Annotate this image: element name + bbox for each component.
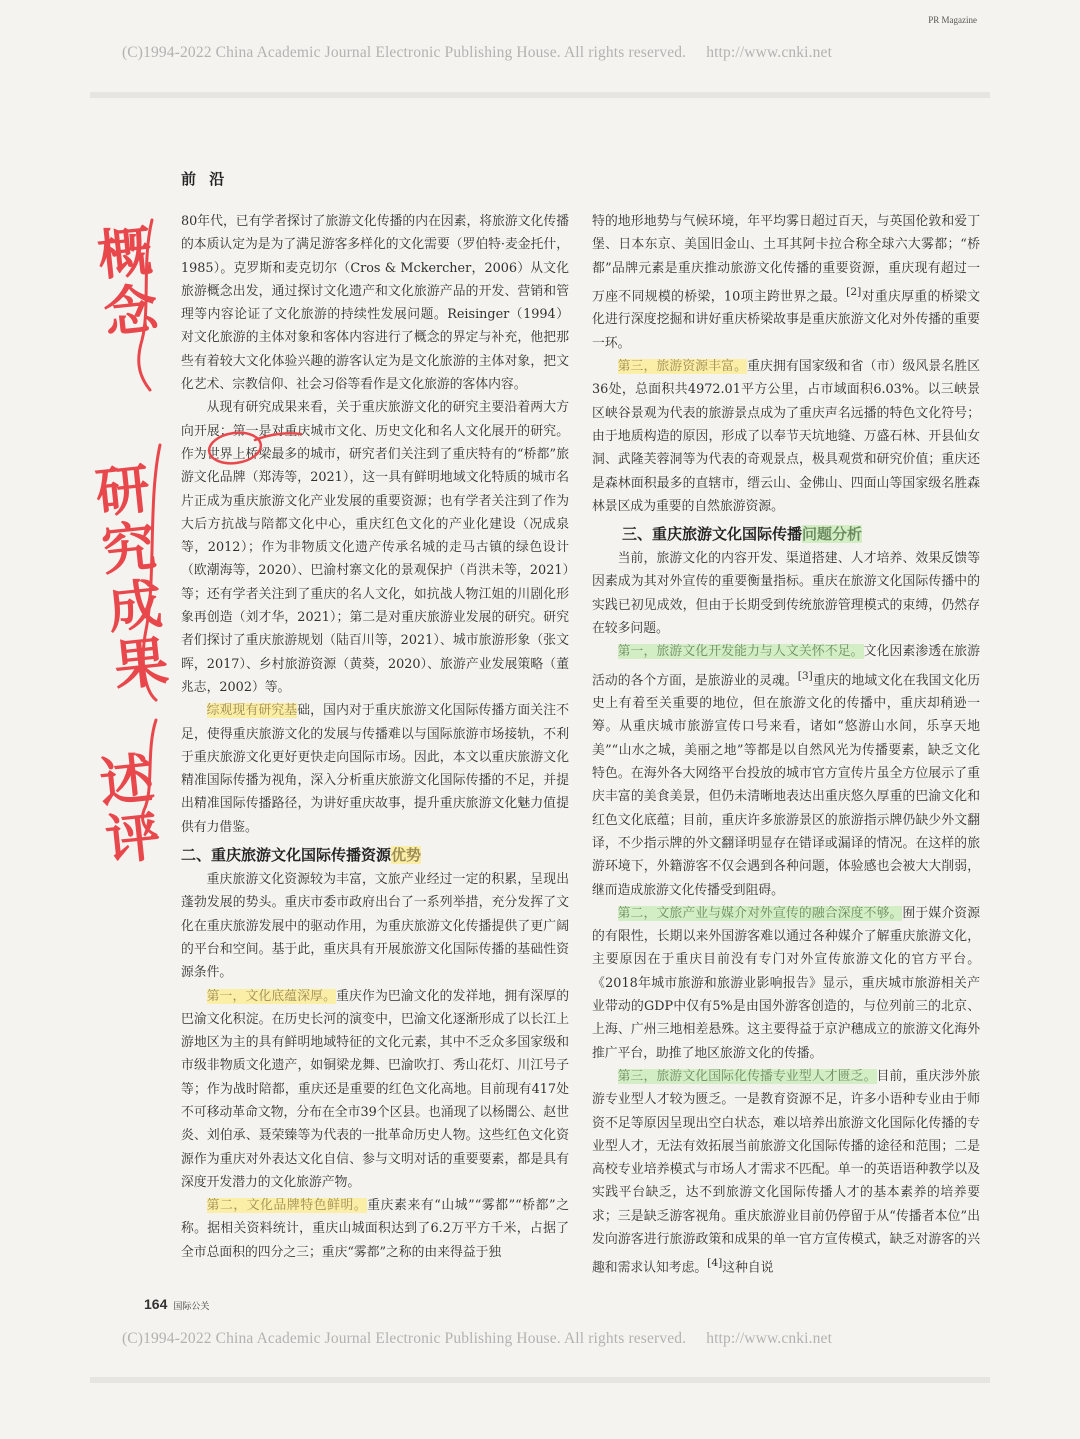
paragraph-text: 文化因素渗透在旅游活动的各个方面，是旅游业的灵魂。 bbox=[592, 644, 981, 688]
paragraph bbox=[592, 355, 980, 518]
highlight: 第二，文旅产业与媒介对外宣传的融合深度不够。 bbox=[617, 905, 903, 921]
paragraph bbox=[592, 1065, 980, 1280]
section-heading bbox=[181, 844, 569, 866]
paragraph bbox=[181, 699, 569, 839]
highlight: 第三，旅游资源丰富。 bbox=[617, 359, 748, 375]
paragraph-text: 重庆的地域文化在我国文化历史上有着至关重要的地位，但在旅游文化的传播中，重庆却稍逊一筹。从重庆城市旅游宣传口号来看，诸如“悠游山水间，乐享天地美”“山水之城，美丽之地”等都是以自然风光为传播要素，缺乏文化特色。在海外各大网络平台投放的城市官方宣传片虽全方位展示了重庆丰富的美食美景，但仍未清晰地表达出重庆悠久厚重的巴渝文化和红色文化底蕴；目前，重庆许多旅游景区的旅游指示牌仍缺少外文翻译，不少指示牌的外文翻译明显存在错译或漏译的情况。在这样的旅游环境下，外籍游客不仅会遇到各种问题，体验感也会被大大削弱，继而造成旅游文化传播受到阻碍。 bbox=[592, 672, 981, 898]
paragraph: 80年代，已有学者探讨了旅游文化传播的内在因素，将旅游文化传播的本质认定为是为了满足游客多样化的文化需要（罗伯特·麦金托什，1985）。克罗斯和麦克切尔（Cros & Mckercher，2006）从文化旅游概念出发，通过探讨文化遗产和文化旅游产品的开发、营销和管理等内容论证了文化旅游的持续性发展问题。Reisinger（1994）对文化旅游的主体对象和客体内容进行了概念的界定与补充，他把那些有着较大文化体验兴趣的游客认定为是文化旅游的主体对象，把文化艺术、宗教信仰、社会习俗等看作是文化旅游的客体内容。 bbox=[181, 214, 569, 393]
page-number: 164 bbox=[144, 1296, 168, 1312]
section-heading bbox=[622, 523, 980, 545]
magazine-label: PR Magazine bbox=[928, 15, 977, 25]
highlight: 优势 bbox=[391, 846, 422, 865]
paragraph bbox=[592, 210, 980, 355]
paragraph: 当前，旅游文化的内容开发、渠道搭建、人才培养、效果反馈等因素成为其对外宣传的重要衡量指标。重庆在旅游文化国际传播中的实践已初见成效，但由于长期受到传统旅游管理模式的束缚，仍然存在较多问题。 bbox=[592, 551, 980, 637]
header-divider bbox=[90, 92, 990, 98]
footer-divider bbox=[90, 1377, 990, 1383]
paragraph: 重庆旅游文化资源较为丰富，文旅产业经过一定的积累，呈现出蓬勃发展的势头。重庆市委市政府出台了一系列举措，充分发挥了文化在重庆旅游发展中的驱动作用，为重庆旅游文化传播提供了更广阔的平台和空间。基于此，重庆具有开展旅游文化国际传播的基础性资源条件。 bbox=[181, 872, 569, 981]
handwritten-note: 研 究 成 果 bbox=[92, 456, 172, 699]
journal-name: 国际公关 bbox=[173, 1302, 210, 1312]
paragraph bbox=[592, 902, 980, 1065]
paragraph-text: 础，国内对于重庆旅游文化国际传播方面关注不足，使得重庆旅游文化的发展与传播难以与国际旅游市场接轨，不利于重庆旅游文化更好更快走向国际市场。因此，本文以重庆旅游文化精准国际传播为视角，深入分析重庆旅游文化国际传播的不足，并提出精准国际传播路径，为讲好重庆故事，提升重庆旅游文化魅力值提供有力借鉴。 bbox=[181, 703, 570, 835]
copyright-header bbox=[122, 44, 832, 62]
citation: [3] bbox=[797, 668, 813, 682]
paragraph-text: 重庆作为巴渝文化的发祥地，拥有深厚的巴渝文化积淀。在历史长河的演变中，巴渝文化逐渐形成了以长江上游地区为主的具有鲜明地域特征的文化元素，其中不乏众多国家级和市级非物质文化遗产，如铜梁龙舞、巴渝吹打、秀山花灯、川江号子等；作为战时陪都，重庆还是重要的红色文化高地。目前现有417处不可移动革命文物，分布在全市39个区县。也涌现了以杨闇公、赵世炎、刘伯承、聂荣臻等为代表的一批革命历史人物。这些红色文化资源作为重庆对外表达文化自信、参与文明对话的重要要素，都是具有深度开发潜力的文化旅游产物。 bbox=[181, 988, 570, 1190]
paragraph-text: 对重庆厚重的桥梁文化进行深度挖掘和讲好重庆桥梁故事是重庆旅游文化对外传播的重要一环。 bbox=[592, 289, 980, 351]
copyright-text: (C)1994-2022 China Academic Journal Electronic Publishing House. All rights reserved. bbox=[122, 44, 687, 61]
handwritten-note: 述 评 bbox=[96, 746, 164, 873]
page-footer bbox=[144, 1296, 209, 1313]
citation: [4] bbox=[707, 1256, 723, 1270]
paragraph-text: 囿于媒介资源的有限性，长期以来外国游客难以通过各种媒介了解重庆旅游文化，主要原因在于重庆目前没有专门对外宣传旅游文化的官方平台。《2018年城市旅游和旅游业影响报告》显示，重庆城市旅游相关产业带动的GDP中仅有5%是由国外游客创造的，与位列前三的北京、上海、广州三地相差悬殊。这主要得益于京沪穗成立的旅游文化海外推广平台，助推了地区旅游文化的传播。 bbox=[592, 905, 981, 1061]
highlight: 第三，旅游文化国际化传播专业型人才匮乏。 bbox=[617, 1068, 877, 1084]
circle-annotation bbox=[195, 420, 305, 470]
paragraph-text: 重庆素来有“山城”“雾都”“桥都”之称。据相关资料统计，重庆山城面积达到了6.2万平方千米，占据了全市总面积的四分之三；重庆“雾都”之称的由来得益于独 bbox=[181, 1198, 569, 1260]
paragraph-text: 目前，重庆涉外旅游专业型人才较为匮乏。一是教育资源不足，许多小语种专业由于师资不足等原因呈现出空白状态，难以培养出旅游文化国际化传播的专业型人才，无法有效拓展当前旅游文化国际传播的途径和范围；二是高校专业培养模式与市场人才需求不匹配。单一的英语语种教学以及实践平台缺乏，达不到旅游文化国际传播人才的基本素养的培养要求；三是缺乏游客视角。重庆旅游业目前仍停留于从“传播者本位”出发向游客进行旅游政策和成果的单一官方宣传模式，缺乏对游客的兴趣和需求认知考虑。 bbox=[592, 1068, 981, 1276]
paragraph-text: 特的地形地势与气候环境，年平均雾日超过百天，与英国伦敦和爱丁堡、日本东京、美国旧金山、土耳其阿卡拉合称全球六大雾都；“桥都”品牌元素是重庆推动旅游文化传播的重要资源，重庆现有超过一万座不同规模的桥梁，10项主跨世界之最。 bbox=[592, 214, 980, 305]
highlight: 综观现有研究基 bbox=[206, 703, 298, 719]
cnki-link[interactable]: http://www.cnki.net bbox=[706, 44, 833, 61]
highlight: 问题分析 bbox=[802, 525, 863, 544]
paragraph bbox=[592, 640, 980, 902]
paragraph bbox=[181, 985, 569, 1195]
highlight: 第一，旅游文化开发能力与人文关怀不足。 bbox=[617, 644, 864, 660]
section-title: 前 沿 bbox=[181, 170, 229, 188]
paragraph-text: 重庆拥有国家级和省（市）级风景名胜区36处，总面积共4972.01平方公里，占市域面积6.03%。以三峡景区峡谷景观为代表的旅游景点成为了重庆声名远播的特色文化符号；由于地质构造的原因，形成了以奉节天坑地缝、万盛石林、开县仙女洞、武隆芙蓉洞等为代表的奇观景点，极具观赏和研究价值；重庆还是森林面积最多的直辖市，缙云山、金佛山、四面山等国家级名胜森林景区成为重要的自然旅游资源。 bbox=[592, 359, 981, 514]
highlight: 第二，文化品牌特色鲜明。 bbox=[206, 1198, 368, 1214]
paragraph: 从现有研究成果来看，关于重庆旅游文化的研究主要沿着两大方向开展：第一是对重庆城市文化、历史文化和名人文化展开的研究。作为世界上桥梁最多的城市，研究者们关注到了重庆特有的“桥都”旅游文化品牌（郑涛等，2021），这一具有鲜明地域文化特质的城市名片正成为重庆旅游文化产业发展的重要资源；也有学者关注到了作为大后方抗战与陪都文化中心，重庆红色文化的产业化建设（况成泉等，2012）；作为非物质文化遗产传承名城的走马古镇的绿色设计（欧潮海等，2020）、巴渝村寨文化的景观保护（肖洪未等，2021）等；还有学者关注到了重庆的名人文化，如抗战人物江姐的川剧化形象再创造（刘才华，2021）；第二是对重庆旅游业发展的研究。研究者们探讨了重庆旅游规划（陆百川等，2021）、城市旅游形象（张文晖，2017）、乡村旅游资源（黄葵，2020）、旅游产业发展策略（董兆志，2002）等。 bbox=[181, 400, 569, 695]
paragraph-text: 这种自说 bbox=[722, 1260, 774, 1276]
citation: [2] bbox=[846, 284, 862, 298]
right-column bbox=[592, 210, 980, 1280]
heading-text: 三、重庆旅游文化国际传播 bbox=[622, 525, 803, 544]
highlight: 第一，文化底蕴深厚。 bbox=[206, 988, 337, 1004]
copyright-text: (C)1994-2022 China Academic Journal Electronic Publishing House. All rights reserved. bbox=[122, 1330, 687, 1347]
heading-text: 二、重庆旅游文化国际传播资源 bbox=[181, 846, 392, 865]
handwritten-note: 概 念 bbox=[94, 219, 162, 346]
left-column bbox=[181, 210, 569, 1264]
copyright-footer bbox=[122, 1330, 832, 1348]
paragraph bbox=[181, 1194, 569, 1264]
cnki-link[interactable]: http://www.cnki.net bbox=[706, 1330, 833, 1347]
